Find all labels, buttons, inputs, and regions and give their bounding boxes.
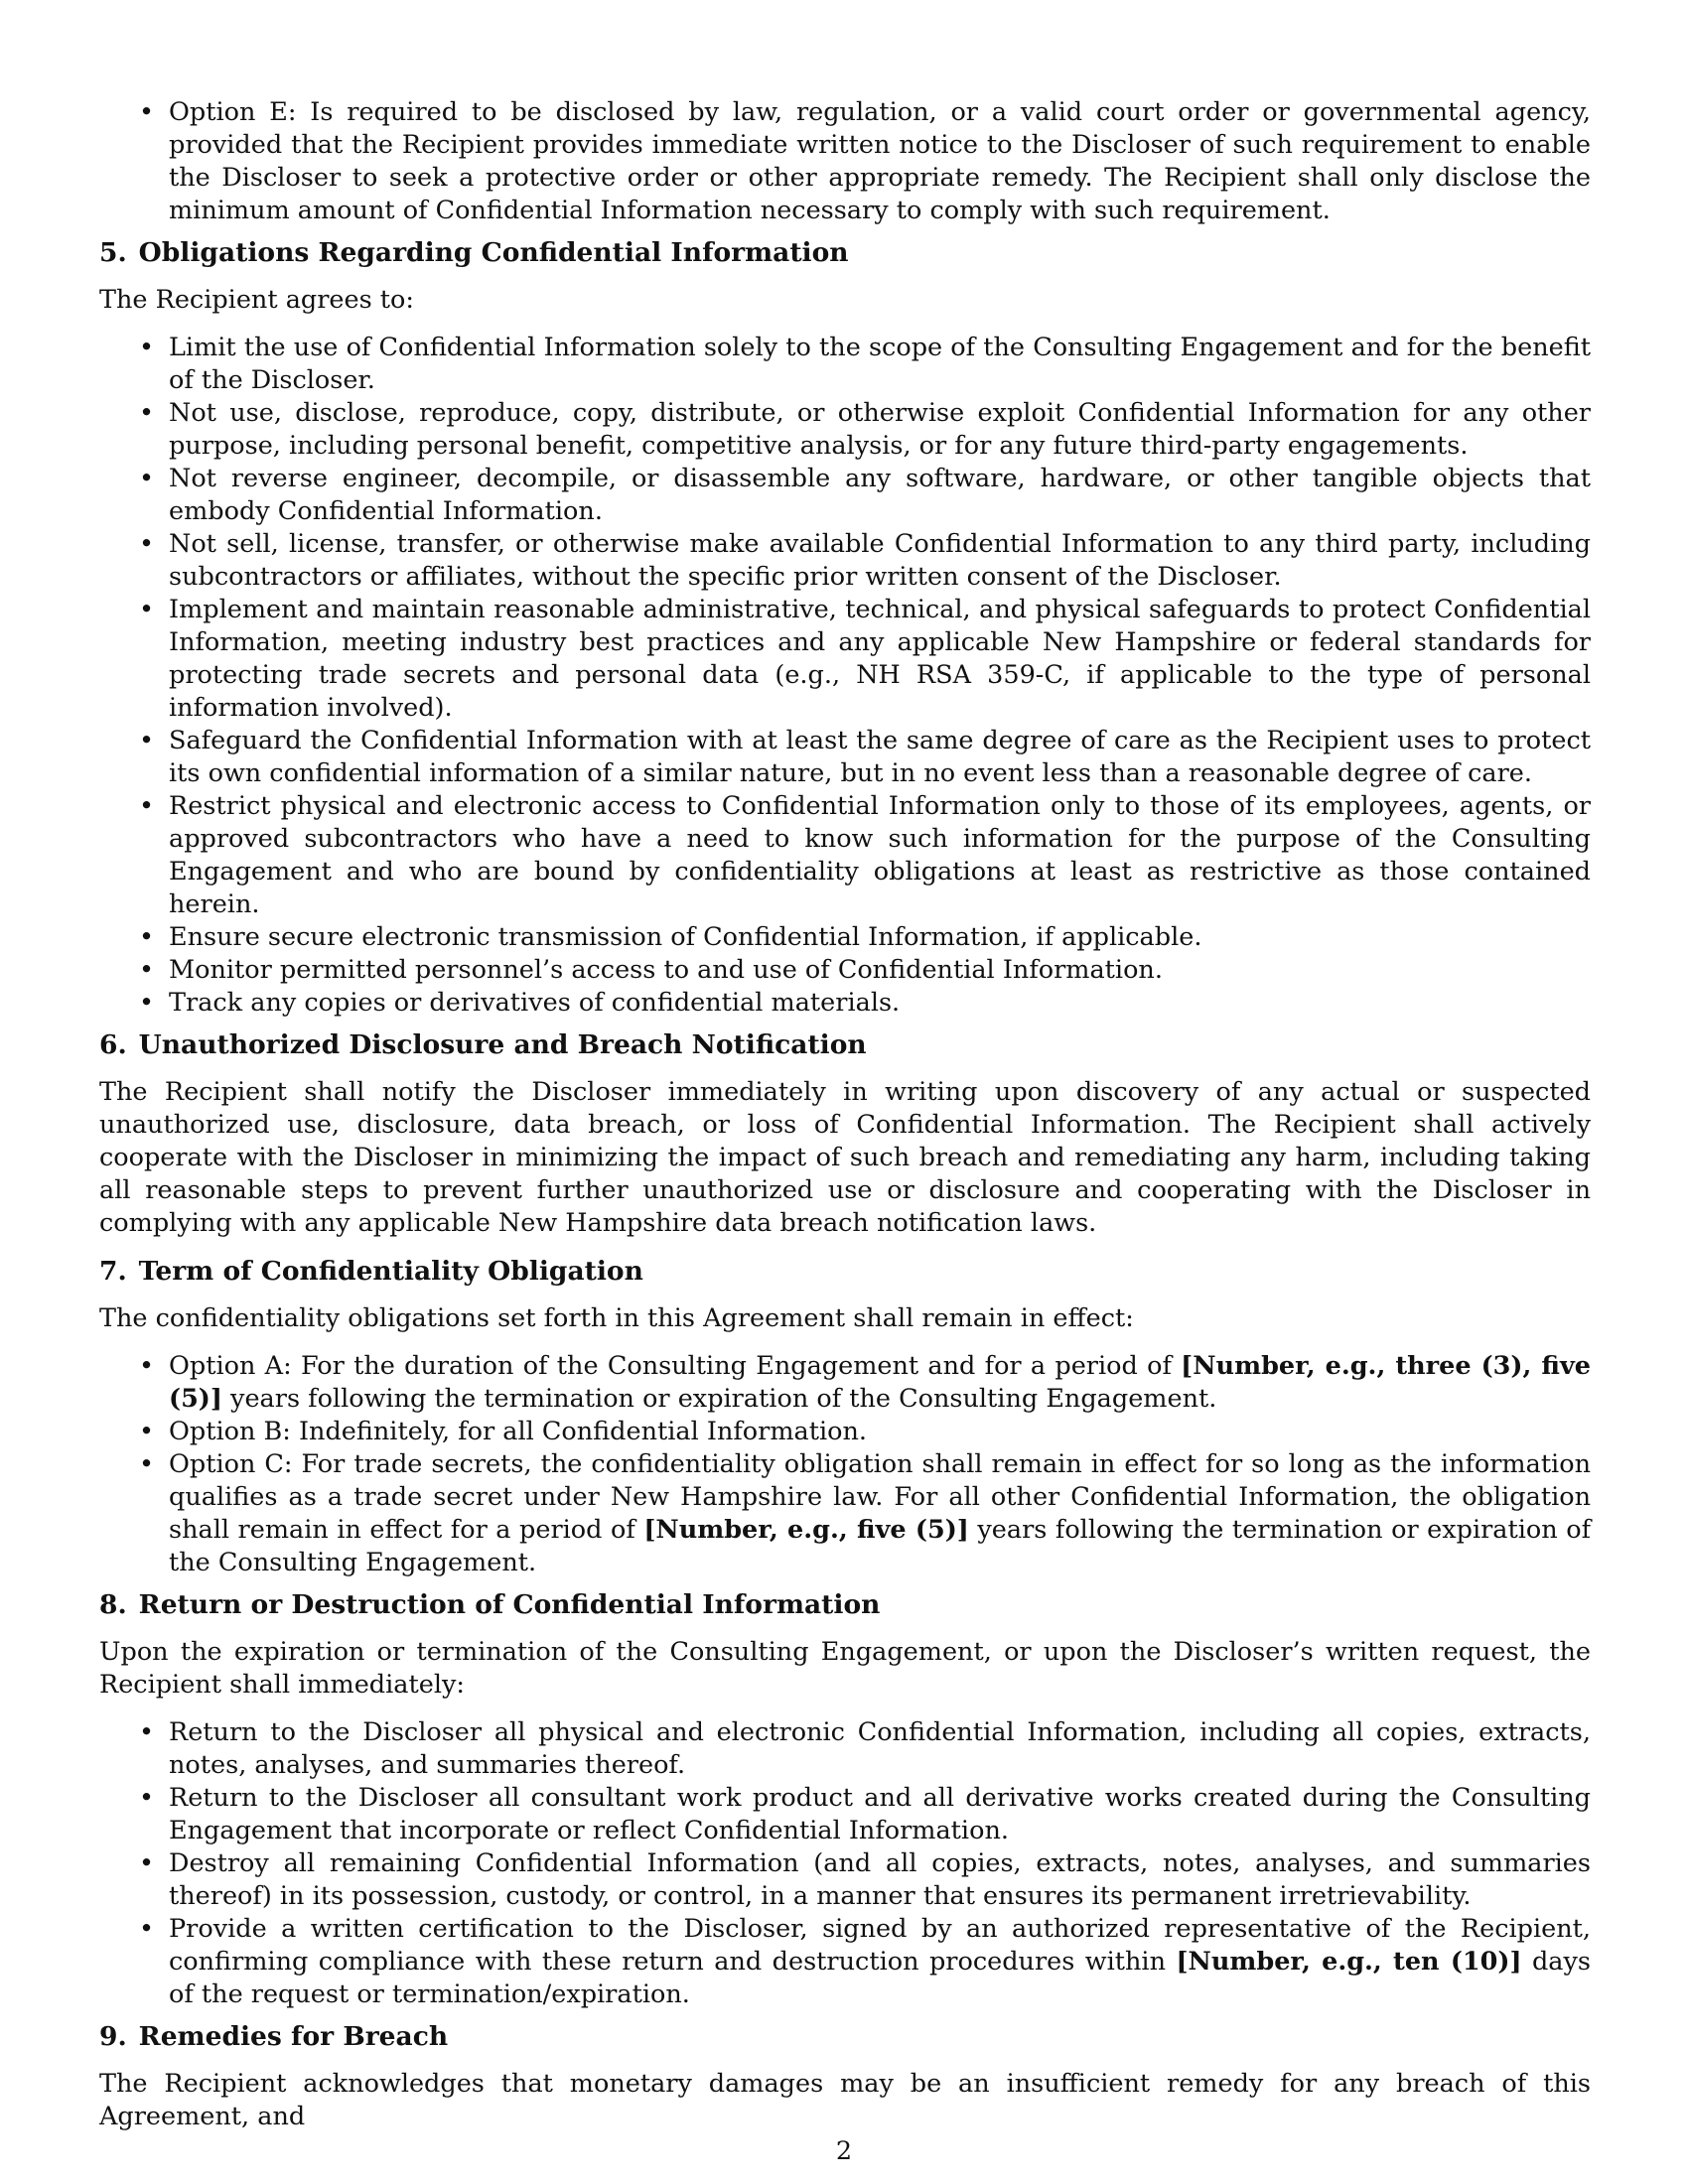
section-number: 5. — [99, 237, 127, 268]
section-number: 8. — [99, 1589, 127, 1620]
section-title: Unauthorized Disclosure and Breach Notification — [138, 1029, 867, 1060]
list-item: • Option B: Indefinitely, for all Confidential Information. — [99, 1416, 1591, 1448]
option-c-placeholder: [Number, e.g., five (5)] — [643, 1515, 969, 1545]
document-page — [99, 96, 1591, 2148]
section-number: 6. — [99, 1029, 127, 1060]
list-item: • Monitor permitted personnel’s access to and use of Confidential Information. — [99, 954, 1591, 987]
certification-text-end: days of the request or termination/expiration. — [169, 1947, 1591, 2009]
option-a-text: Option A: For the duration of the Consulting Engagement and for a period of — [169, 1351, 1182, 1381]
list-item — [99, 1350, 1591, 1416]
section-7-intro: The confidentiality obligations set forth in this Agreement shall remain in effect: — [99, 1303, 1134, 1333]
list-item: • Return to the Discloser all physical and electronic Confidential Information, including all copies, extracts, notes, analyses, and summaries thereof. — [99, 1716, 1591, 1782]
option-c-text-end: years following the termination or expiration of the Consulting Engagement. — [169, 1515, 1592, 1577]
list-item: • Option E: Is required to be disclosed by law, regulation, or a valid court order or governmental agency, provided that the Recipient provides immediate written notice to the Discloser of such requirement to enable the Discloser to seek a protective order or other appropriate remedy. The Recipient shall only disclose the minimum amount of Confidential Information necessary to comply with such requirement. — [99, 96, 1591, 227]
section-6-body: The Recipient shall notify the Discloser immediately in writing upon discovery of any actual or suspected unauthorized use, disclosure, data breach, or loss of Confidential Information. The Recipient shall actively cooperate with the Discloser in minimizing the impact of such breach and remediating any harm, including taking all reasonable steps to prevent further unauthorized use or disclosure and cooperating with the Discloser in complying with any applicable New Hampshire data breach notification laws. — [99, 1077, 1591, 1238]
section-title: Obligations Regarding Confidential Information — [138, 237, 849, 268]
section-title: Term of Confidentiality Obligation — [138, 1256, 643, 1287]
list-item — [99, 1448, 1591, 1579]
option-a-placeholder: [Number, e.g., three (3), five (5)] — [169, 1351, 1591, 1414]
return-destruction-list — [99, 1716, 1591, 2011]
option-list-top — [99, 96, 1591, 227]
section-heading-9 — [99, 2020, 1591, 2053]
certification-text: Provide a written certification to the Discloser, signed by an authorized representative of the Recipient, confirming compliance with these return and destruction procedures within — [169, 1914, 1591, 1977]
section-title: Return or Destruction of Confidential Information — [138, 1589, 881, 1620]
section-heading-5 — [99, 236, 1591, 269]
section-9-body: The Recipient acknowledges that monetary damages may be an insufficient remedy for any breach of this Agreement, and — [99, 2069, 1591, 2131]
section-number: 9. — [99, 2021, 127, 2052]
list-item: • Ensure secure electronic transmission of Confidential Information, if applicable. — [99, 921, 1591, 954]
list-item: • Implement and maintain reasonable administrative, technical, and physical safeguards to protect Confidential Information, meeting industry best practices and any applicable New Hampshire or federal standards for protecting trade secrets and personal data (e.g., NH RSA 359-C, if applicable to the type of personal information involved). — [99, 594, 1591, 725]
list-item: • Return to the Discloser all consultant work product and all derivative works created during the Consulting Engagement that incorporate or reflect Confidential Information. — [99, 1782, 1591, 1847]
option-a-text-end: years following the termination or expiration of the Consulting Engagement. — [221, 1384, 1217, 1414]
option-c-text: Option C: For trade secrets, the confidentiality obligation shall remain in effect for so long as the information qualifies as a trade secret under New Hampshire law. For all other Confidential Information, the obligation shall remain in effect for a period of — [169, 1449, 1591, 1545]
list-item: • Destroy all remaining Confidential Information (and all copies, extracts, notes, analyses, and summaries thereof) in its possession, custody, or control, in a manner that ensures its permanent irretrievability. — [99, 1847, 1591, 1913]
section-number: 7. — [99, 1256, 127, 1287]
page-number: 2 — [835, 2136, 853, 2166]
list-item: • Restrict physical and electronic access to Confidential Information only to those of its employees, agents, or approved subcontractors who have a need to know such information for the purpose of the Consulting Engagement and who are bound by confidentiality obligations at least as restrictive as those contained herein. — [99, 790, 1591, 921]
section-5-intro: The Recipient agrees to: — [99, 285, 414, 315]
section-title: Remedies for Breach — [138, 2021, 449, 2052]
section-heading-8 — [99, 1588, 1591, 1621]
list-item — [99, 1913, 1591, 2011]
list-item: • Not use, disclose, reproduce, copy, distribute, or otherwise exploit Confidential Information for any other purpose, including personal benefit, competitive analysis, or for any future third-party engagements. — [99, 397, 1591, 463]
list-item: • Safeguard the Confidential Information with at least the same degree of care as the Recipient uses to protect its own confidential information of a similar nature, but in no event less than a reasonable degree of care. — [99, 725, 1591, 790]
section-8-intro: Upon the expiration or termination of the Consulting Engagement, or upon the Discloser’s written request, the Recipient shall immediately: — [99, 1637, 1591, 1700]
list-item: • Track any copies or derivatives of confidential materials. — [99, 987, 1591, 1020]
list-item: • Not sell, license, transfer, or otherwise make available Confidential Information to any third party, including subcontractors or affiliates, without the specific prior written consent of the Discloser. — [99, 528, 1591, 594]
section-heading-7 — [99, 1255, 1591, 1288]
list-item: • Limit the use of Confidential Information solely to the scope of the Consulting Engagement and for the benefit of the Discloser. — [99, 332, 1591, 397]
obligations-list — [99, 332, 1591, 1020]
list-item: • Not reverse engineer, decompile, or disassemble any software, hardware, or other tangible objects that embody Confidential Information. — [99, 463, 1591, 528]
term-options-list — [99, 1350, 1591, 1579]
certification-placeholder: [Number, e.g., ten (10)] — [1176, 1947, 1522, 1977]
section-heading-6 — [99, 1028, 1591, 1061]
